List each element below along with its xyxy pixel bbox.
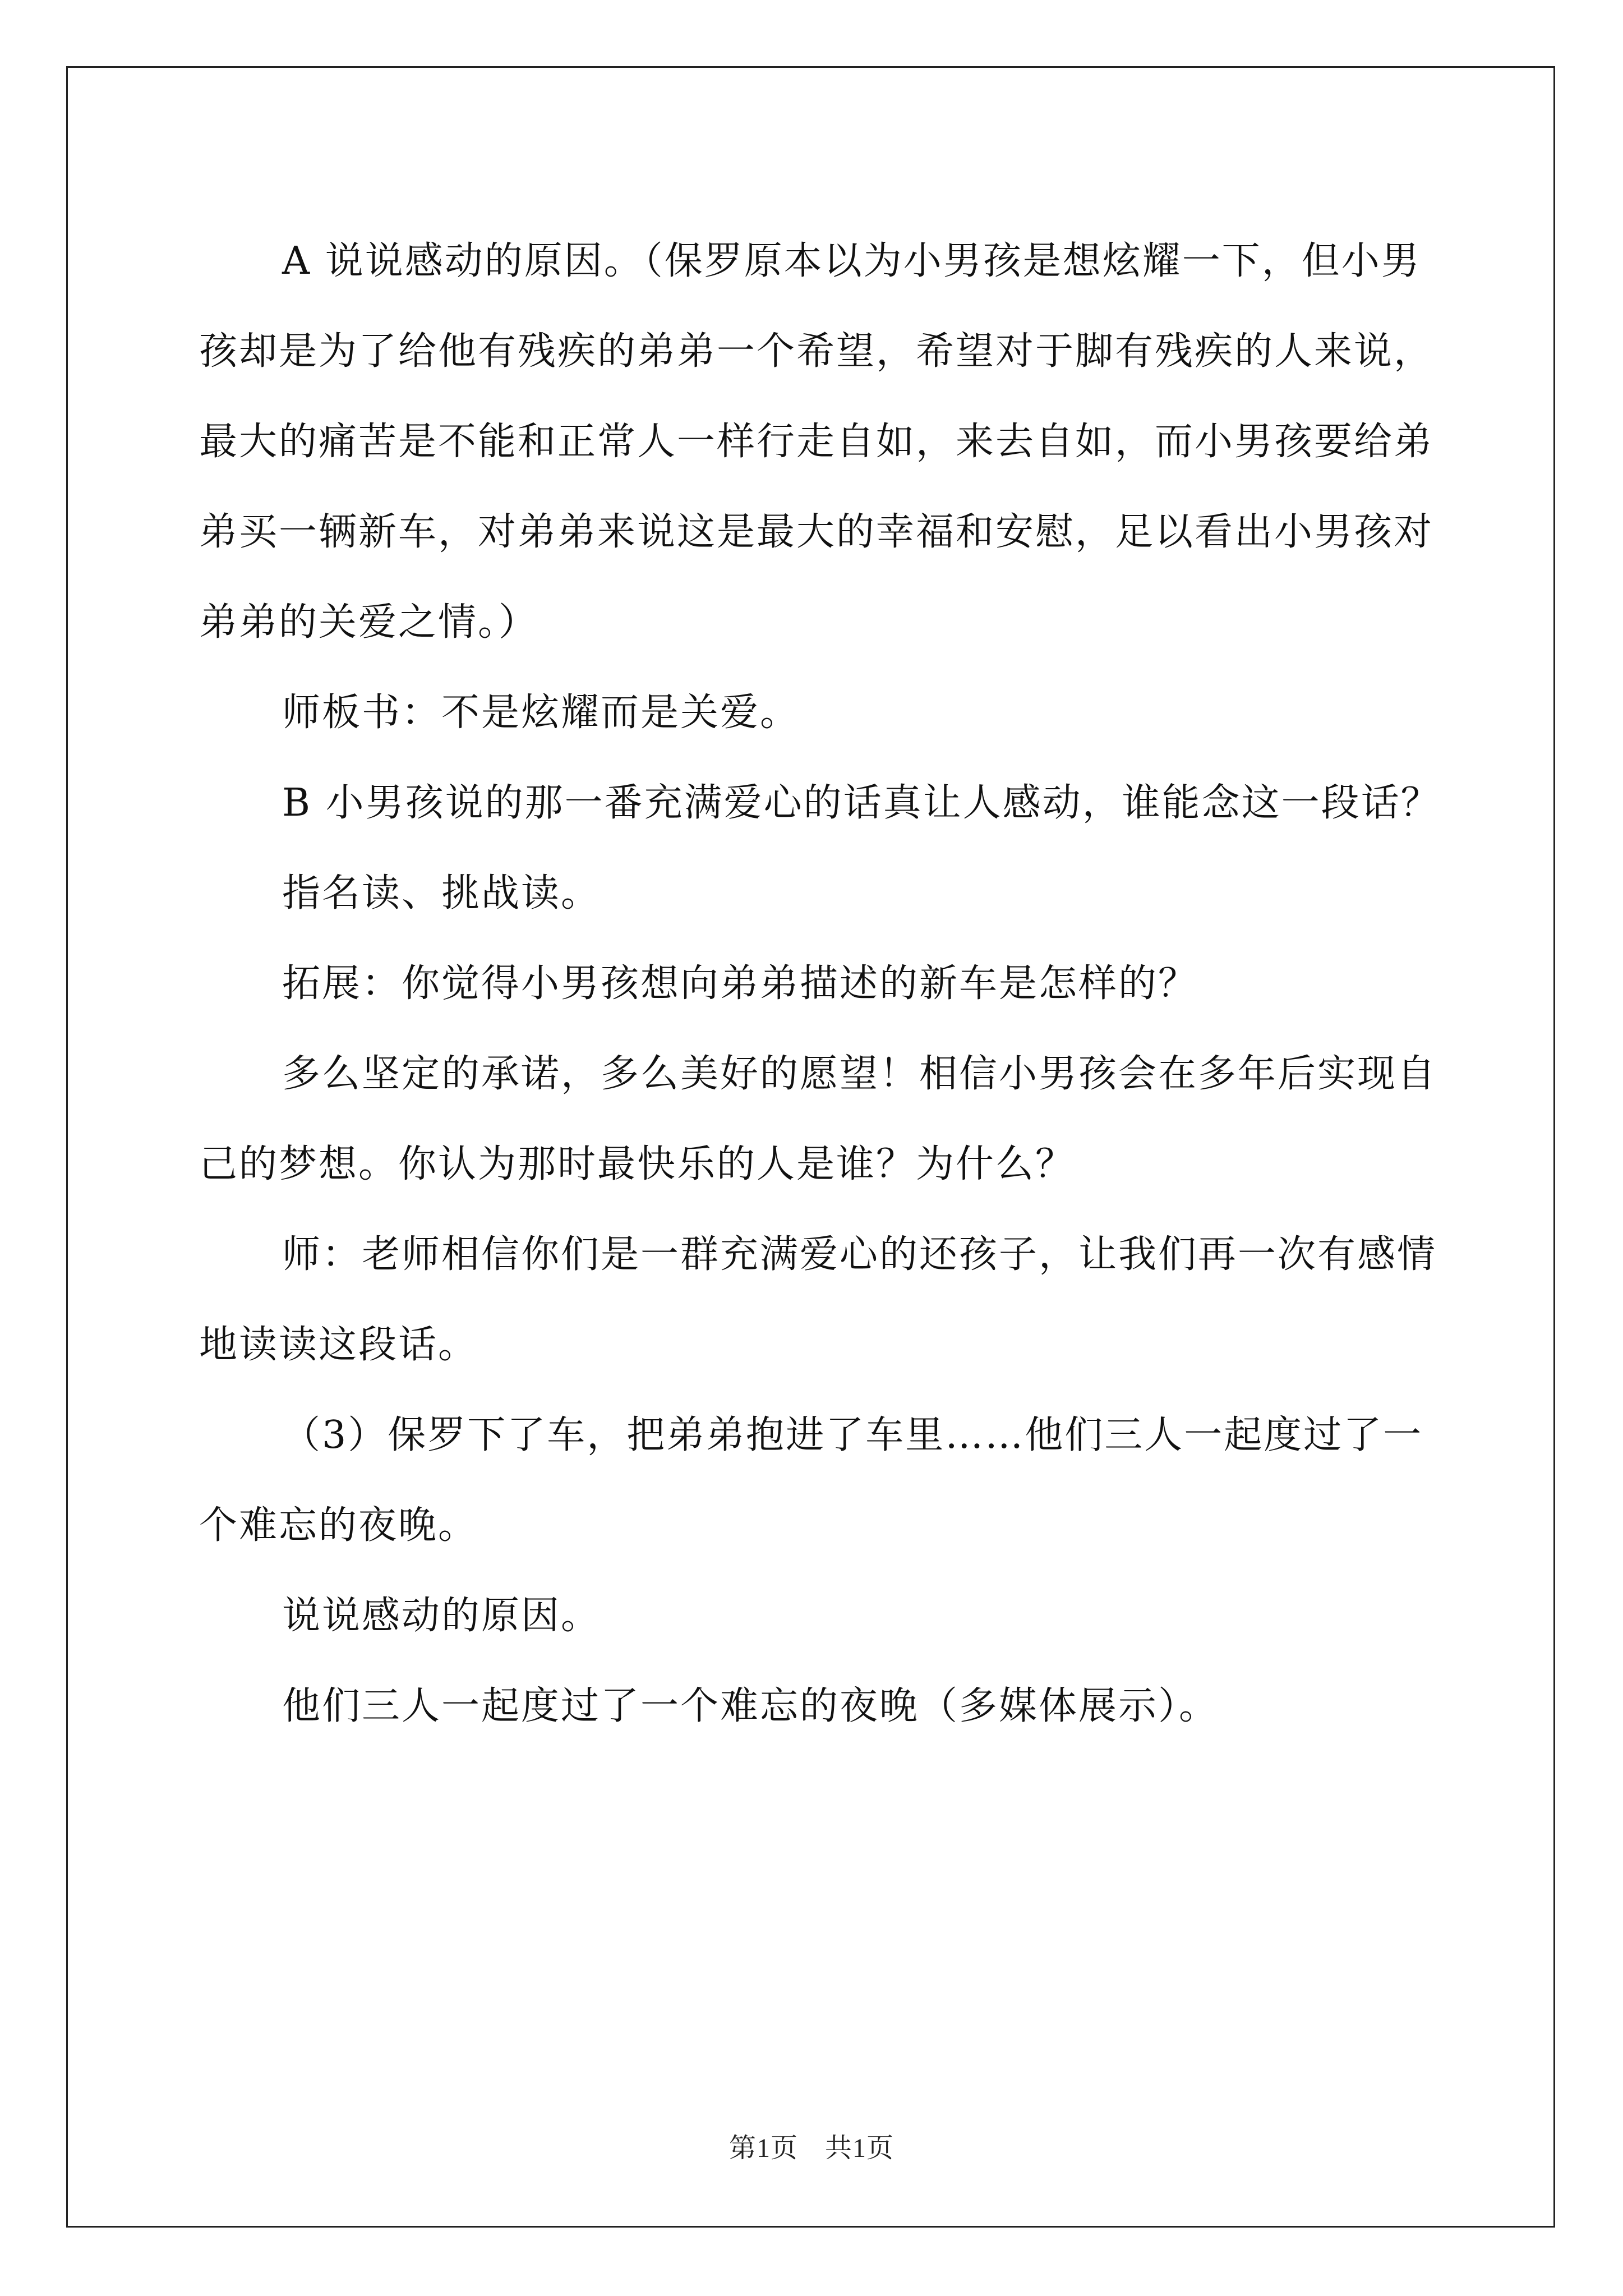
paragraph-promise: 多么坚定的承诺，多么美好的愿望！相信小男孩会在多年后实现自己的梦想。你认为那时最快乐的人是谁？为什么？ [199, 1052, 1437, 1186]
paragraph-reason-b: B 小男孩说的那一番充满爱心的话真让人感动，谁能念这一段话？ [282, 781, 1441, 825]
document-body [199, 216, 1441, 1751]
paragraph-board-note: 师板书：不是炫耀而是关爱。 [282, 691, 800, 735]
paragraph-section-3: （3）保罗下了车，把弟弟抱进了车里……他们三人一起度过了一个难忘的夜晚。 [199, 1413, 1423, 1548]
paragraph-multimedia: 他们三人一起度过了一个难忘的夜晚（多媒体展示）。 [282, 1684, 1219, 1728]
paragraph-extension: 拓展：你觉得小男孩想向弟弟描述的新车是怎样的？ [282, 961, 1198, 1006]
page-number: 第1页 [728, 2133, 798, 2163]
paragraph-teacher: 师：老师相信你们是一群充满爱心的还孩子，让我们再一次有感情地读读这段话。 [199, 1232, 1437, 1367]
paragraph-reason-prompt: 说说感动的原因。 [282, 1594, 601, 1638]
page-footer [0, 2126, 1623, 2165]
paragraph-reason-a: A 说说感动的原因。（保罗原本以为小男孩是想炫耀一下，但小男孩却是为了给他有残疾的弟弟一个希望，希望对于脚有残疾的人来说，最大的痛苦是不能和正常人一样行走自如，来去自如，而小男孩要给弟弟买一辆新车，对弟弟来说这是最大的幸福和安慰，足以看出小男孩对弟弟的关爱之情。） [199, 239, 1434, 645]
paragraph-reading: 指名读、挑战读。 [282, 871, 601, 915]
page-total: 共1页 [825, 2133, 895, 2163]
